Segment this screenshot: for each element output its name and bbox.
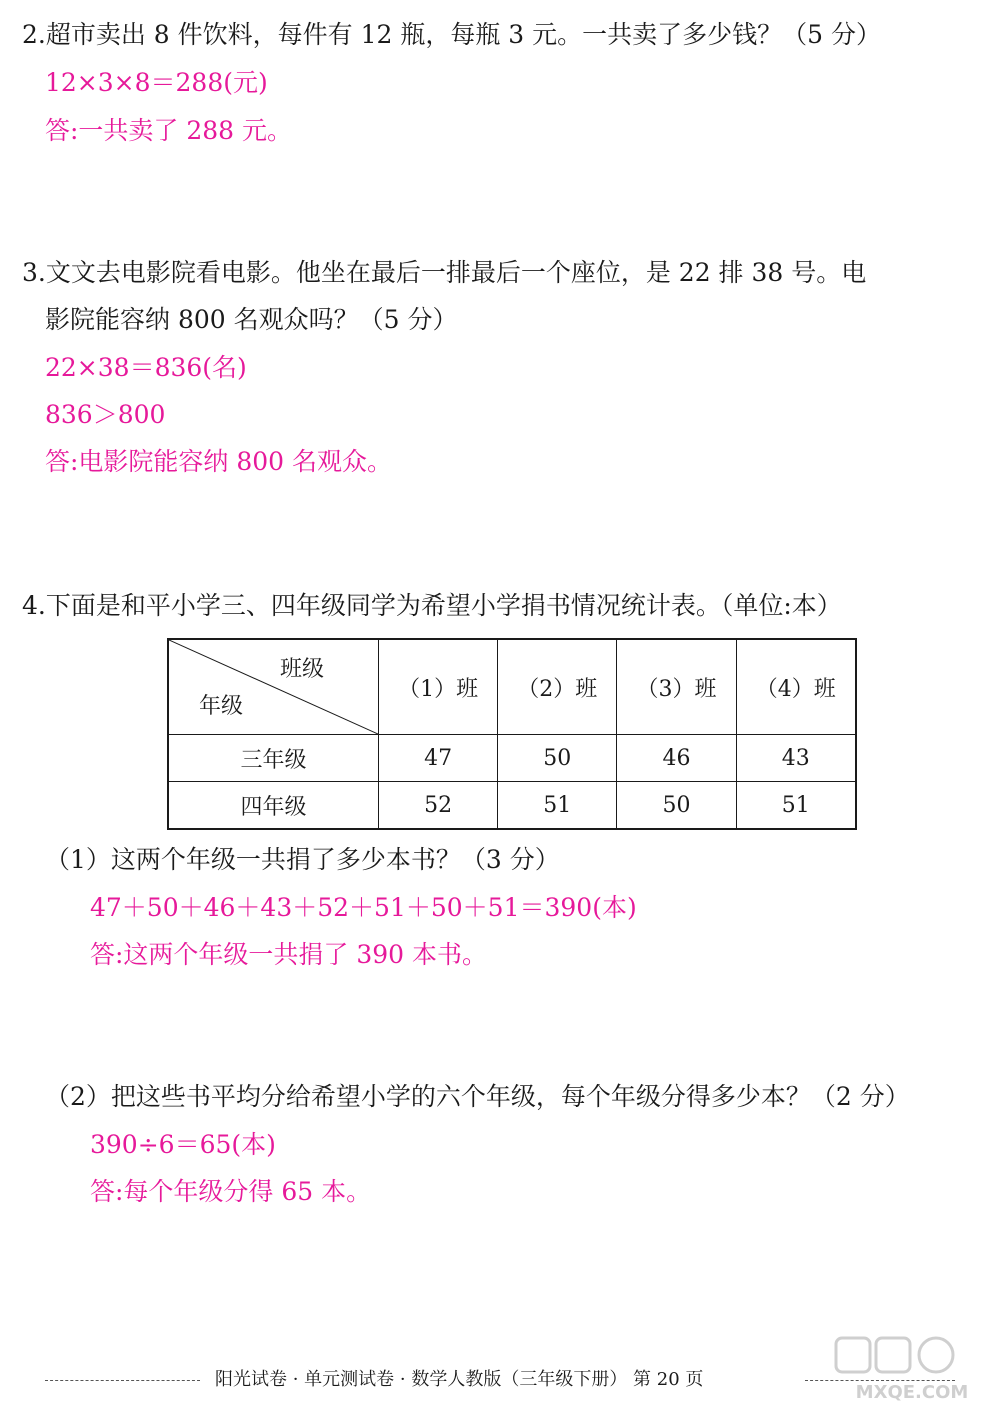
column-header: （1）班 [379,639,498,735]
row-header: 四年级 [168,782,379,830]
corner-label-class: 班级 [279,657,324,682]
q3-question-line-2: 影院能容纳 800 名观众吗？（5 分） [45,305,458,334]
q4-sub2-answer-line-2: 答:每个年级分得 65 本。 [90,1177,372,1206]
q2-answer-line-1: 12×3×8＝288(元) [45,68,268,97]
column-header: （3）班 [617,639,736,735]
q4-sub1-answer-line-1: 47＋50＋46＋43＋52＋51＋50＋51＝390(本) [90,893,637,922]
table-cell: 50 [617,782,736,830]
watermark-logo [832,1334,992,1406]
q3-answer-line-2: 836＞800 [45,400,166,429]
table-cell: 51 [736,782,856,830]
q4-sub1-question: （1）这两个年级一共捐了多少本书？（3 分） [45,845,560,874]
table-cell: 50 [498,735,617,782]
donation-table [167,638,857,830]
q3-answer-line-3: 答:电影院能容纳 800 名观众。 [45,447,393,476]
table-cell: 46 [617,735,736,782]
svg-text:MXQE.COM: MXQE.COM [855,1382,969,1403]
q4-sub2-answer-line-1: 390÷6＝65(本) [90,1130,276,1159]
corner-label-grade: 年级 [199,694,244,719]
table-row [168,782,856,830]
table-header-row [168,639,856,735]
q3-answer-line-1: 22×38＝836(名) [45,353,247,382]
q4-sub2-question: （2）把这些书平均分给希望小学的六个年级，每个年级分得多少本？（2 分） [45,1082,910,1111]
footer-divider-left [45,1380,200,1381]
table-cell: 52 [379,782,498,830]
q2-answer-line-2: 答:一共卖了 288 元。 [45,116,293,145]
footer-text: 阳光试卷 · 单元测试卷 · 数学人教版（三年级下册） 第 20 页 [215,1369,704,1390]
table-cell: 43 [736,735,856,782]
column-header: （4）班 [736,639,856,735]
table-cell: 47 [379,735,498,782]
column-header: （2）班 [498,639,617,735]
q4-sub1-answer-line-2: 答:这两个年级一共捐了 390 本书。 [90,940,488,969]
q4-question: 4.下面是和平小学三、四年级同学为希望小学捐书情况统计表。（单位:本） [22,591,842,620]
table-cell: 51 [498,782,617,830]
q3-question-line-1: 3.文文去电影院看电影。他坐在最后一排最后一个座位，是 22 排 38 号。电 [22,258,867,287]
table-row [168,735,856,782]
row-header: 三年级 [168,735,379,782]
q2-question: 2.超市卖出 8 件饮料，每件有 12 瓶，每瓶 3 元。一共卖了多少钱？（5 分） [22,20,882,49]
table-corner-cell [168,639,379,735]
